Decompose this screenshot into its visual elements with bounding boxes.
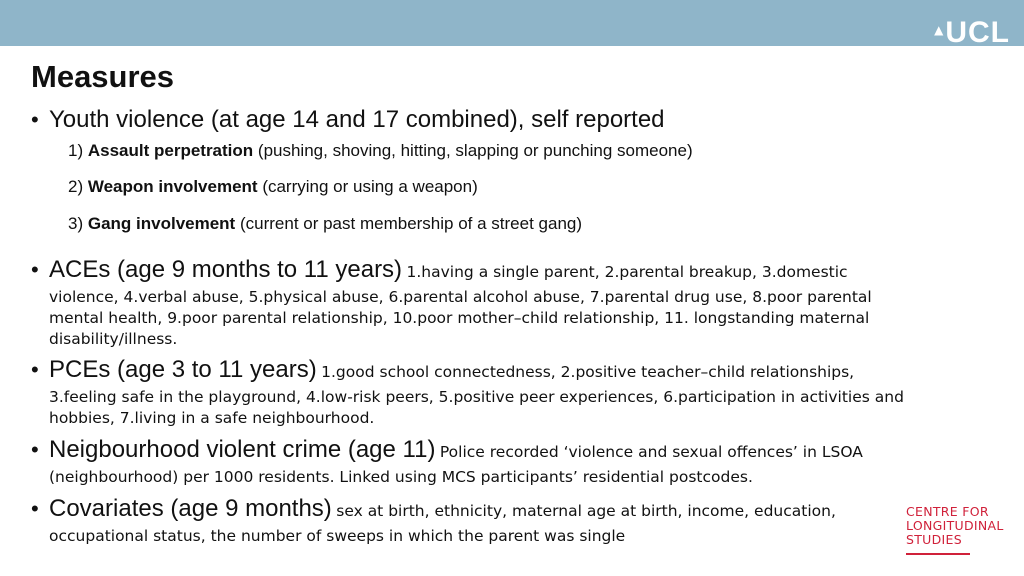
header-bar xyxy=(0,0,1024,49)
aces-description-line: mental health, 9.poor parental relationship, 10.poor mother–child relationship, 11. longstanding maternal xyxy=(49,309,870,327)
youth-violence-item-3 xyxy=(68,214,582,234)
item-number: 1) xyxy=(68,141,84,160)
aces-description-line: disability/illness. xyxy=(49,330,178,348)
portico-icon: ▲ xyxy=(934,23,944,37)
item-detail: (carrying or using a weapon) xyxy=(262,177,478,196)
crime-bullet xyxy=(31,436,911,488)
item-detail: (current or past membership of a street gang) xyxy=(239,214,583,233)
pces-description: 1.good school connectedness, 2.positive teacher–child relationships, xyxy=(321,363,855,381)
cls-logo-line: STUDIES xyxy=(906,532,962,547)
crime-heading: Neigbourhood violent crime (age 11) xyxy=(49,436,436,463)
aces-bullet xyxy=(31,256,911,350)
pces-bullet xyxy=(31,356,911,429)
slide-title: Measures xyxy=(31,59,175,94)
item-label: Gang involvement xyxy=(87,214,236,233)
bullet-icon: • xyxy=(31,107,39,132)
youth-violence-item-1 xyxy=(68,141,693,161)
youth-violence-heading: Youth violence (at age 14 and 17 combined), self reported xyxy=(49,106,665,133)
pces-heading: PCEs (age 3 to 11 years) xyxy=(49,356,317,383)
cls-logo-line: LONGITUDINAL xyxy=(906,518,1004,533)
youth-violence-bullet xyxy=(31,106,911,137)
item-label: Weapon involvement xyxy=(87,177,258,196)
covariates-description-line: occupational status, the number of sweeps in which the parent was single xyxy=(49,527,626,545)
bullet-icon: • xyxy=(31,437,39,462)
covariates-bullet xyxy=(31,495,911,547)
cls-logo xyxy=(906,505,1004,555)
pces-description-line: hobbies, 7.living in a safe neighbourhood. xyxy=(49,409,375,427)
crime-description: Police recorded ‘violence and sexual offences’ in LSOA xyxy=(439,443,863,461)
covariates-description: sex at birth, ethnicity, maternal age at birth, income, education, xyxy=(336,502,836,520)
aces-description-line: violence, 4.verbal abuse, 5.physical abuse, 6.parental alcohol abuse, 7.parental drug use, 8.poor parental xyxy=(49,288,872,306)
bullet-icon: • xyxy=(31,357,39,382)
ucl-logo-text: UCL xyxy=(945,16,1010,49)
item-number: 2) xyxy=(68,177,84,196)
item-label: Assault perpetration xyxy=(87,141,254,160)
ucl-logo xyxy=(934,16,1010,49)
aces-heading: ACEs (age 9 months to 11 years) xyxy=(49,256,403,283)
pces-description-line: 3.feeling safe in the playground, 4.low-risk peers, 5.positive peer experiences, 6.participation in activities and xyxy=(49,388,904,406)
crime-description-line: (neighbourhood) per 1000 residents. Linked using MCS participants’ residential postcodes. xyxy=(49,468,753,486)
bullet-icon: • xyxy=(31,257,39,282)
cls-logo-rule xyxy=(906,553,970,555)
item-number: 3) xyxy=(68,214,84,233)
item-detail: (pushing, shoving, hitting, slapping or punching someone) xyxy=(257,141,693,160)
covariates-heading: Covariates (age 9 months) xyxy=(49,495,332,522)
bullet-icon: • xyxy=(31,496,39,521)
youth-violence-item-2 xyxy=(68,177,478,197)
cls-logo-line: CENTRE FOR xyxy=(906,504,989,519)
aces-description: 1.having a single parent, 2.parental breakup, 3.domestic xyxy=(406,263,848,281)
